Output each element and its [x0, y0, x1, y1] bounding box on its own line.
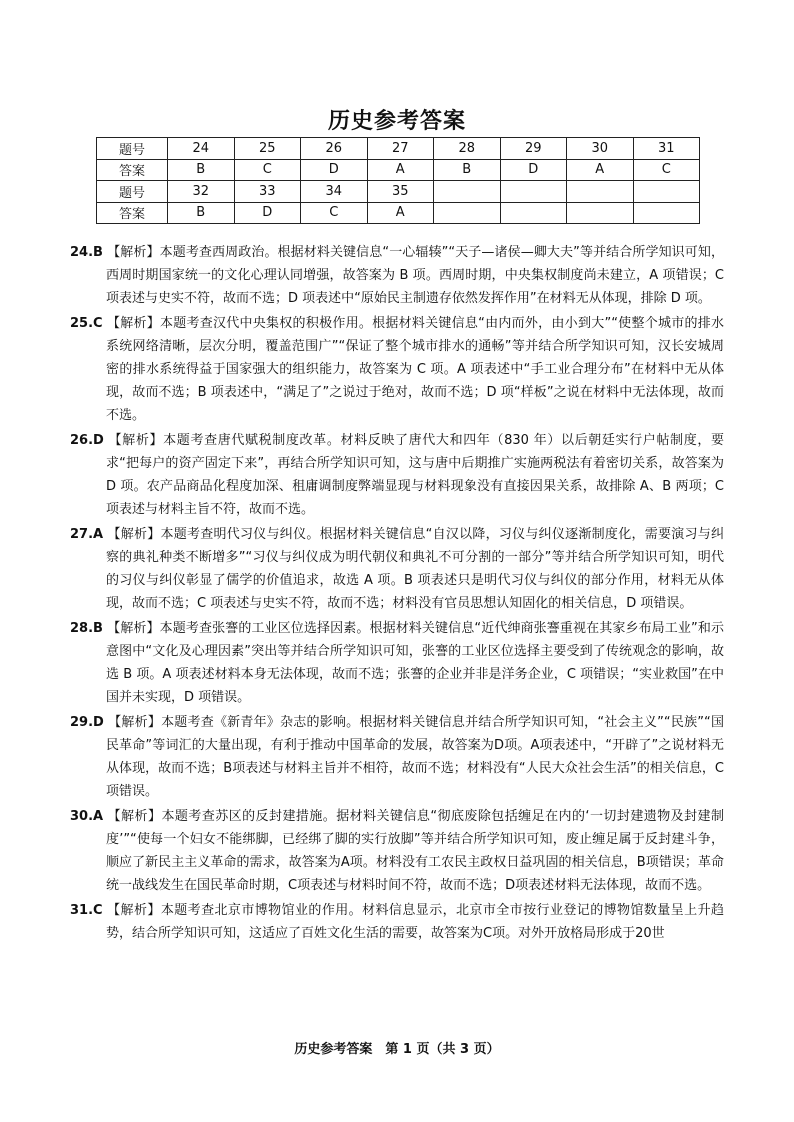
table-cell: [567, 181, 634, 203]
table-cell: 26: [301, 138, 368, 160]
table-cell: 31: [633, 138, 700, 160]
row-header-cell: 答案: [97, 202, 168, 224]
explanations: [70, 241, 724, 947]
table-cell: B: [168, 202, 235, 224]
question-number: 30.A: [70, 809, 104, 824]
page-title: 历史参考答案: [327, 108, 466, 134]
answer-explanation: [70, 711, 724, 803]
explanation-text: 【解析】本题考查《新青年》杂志的影响。根据材料关键信息并结合所学知识可知，“社会主义”“民族”“国民革命”等词汇的大量出现，有利于推动中国革命的发展，故答案为D项。A项表述中，“开辟了”之说材料无从体现，故而不选；B项表述与材料主旨并不相符，故而不选；材料没有“人民大众社会生活”的相关信息，C项错误。: [106, 715, 724, 799]
explanation-text: 【解析】本题考查明代习仪与纠仪。根据材料关键信息“自汉以降，习仪与纠仪逐渐制度化，需要演习与纠察的典礼种类不断增多”“习仪与纠仪成为明代朝仪和典礼不可分割的一部分”等并结合所学知识可知，明代的习仪与纠仪彰显了儒学的价值追求，故选 A 项。B 项表述只是明代习仪与纠仪的部分作用，材料无从体现，故而不选；C 项表述与史实不符，故而不选；材料没有官员思想认知固化的相关信息，D 项错误。: [106, 527, 724, 611]
explanation-text: 【解析】本题考查汉代中央集权的积极作用。根据材料关键信息“由内而外，由小到大”“使整个城市的排水系统网络清晰，层次分明，覆盖范围广”“保证了整个城市排水的通畅”等并结合所学知识可知，汉长安城周密的排水系统得益于国家强大的组织能力，故答案为 C 项。A 项表述中“手工业合理分布”在材料中无从体现，故而不选；B 项表述中，“满足了”之说过于绝对，故而不选；D 项“样板”之说在材料中无法体现，故而不选。: [106, 316, 724, 423]
answer-explanation: [70, 523, 724, 615]
question-number: 27.A: [70, 527, 104, 542]
table-cell: D: [500, 159, 567, 181]
table-cell: 35: [367, 181, 434, 203]
table-cell: B: [434, 159, 501, 181]
table-cell: B: [168, 159, 235, 181]
page-footer: 历史参考答案 第 1 页（共 3 页）: [294, 1042, 500, 1057]
row-header-cell: 题号: [97, 138, 168, 160]
table-cell: A: [567, 159, 634, 181]
explanation-text: 【解析】本题考查北京市博物馆业的作用。材料信息显示，北京市全市按行业登记的博物馆数量呈上升趋势，结合所学知识可知，这适应了百姓文化生活的需要，故答案为C项。对外开放格局形成于20世: [106, 903, 724, 941]
answer-explanation: [70, 899, 724, 945]
table-cell: D: [301, 159, 368, 181]
table-cell: [500, 202, 567, 224]
table-cell: 30: [567, 138, 634, 160]
explanation-text: 【解析】本题考查张謇的工业区位选择因素。根据材料关键信息“近代绅商张謇重视在其家乡布局工业”和示意图中“文化及心理因素”突出等并结合所学知识可知，张謇的工业区位选择主要受到了传统观念的影响，故选 B 项。A 项表述材料本身无法体现，故而不选；张謇的企业并非是洋务企业，C 项错误；“实业救国”在中国并未实现，D 项错误。: [106, 621, 724, 705]
table-cell: 28: [434, 138, 501, 160]
table-cell: [434, 202, 501, 224]
question-number: 24.B: [70, 245, 103, 260]
explanation-text: 【解析】本题考查苏区的反封建措施。据材料关键信息“彻底废除包括缠足在内的‘一切封建遗物及封建制度’”“使每一个妇女不能绑脚，已经绑了脚的实行放脚”等并结合所学知识可知，废止缠足属于反封建斗争，顺应了新民主主义革命的需求，故答案为A项。材料没有工农民主政权日益巩固的相关信息，B项错误；革命统一战线发生在国民革命时期，C项表述与材料时间不符，故而不选；D项表述材料无法体现，故而不选。: [106, 809, 724, 893]
table-cell: C: [234, 159, 301, 181]
table-cell: D: [234, 202, 301, 224]
table-cell: 24: [168, 138, 235, 160]
table-cell: [434, 181, 501, 203]
table-row: [97, 138, 700, 160]
table-cell: 29: [500, 138, 567, 160]
table-cell: 25: [234, 138, 301, 160]
table-cell: [633, 202, 700, 224]
row-header-cell: 题号: [97, 181, 168, 203]
explanation-text: 【解析】本题考查西周政治。根据材料关键信息“一心辐辏”“天子—诸侯—卿大夫”等并结合所学知识可知，西周时期国家统一的文化心理认同增强，故答案为 B 项。西周时期，中央集权制度尚未建立，A 项错误；C 项表述与史实不符，故而不选；D 项表述中“原始民主制遗存依然发挥作用”在材料无从体现，排除 D 项。: [106, 245, 724, 306]
table-cell: C: [301, 202, 368, 224]
table-cell: 27: [367, 138, 434, 160]
table-cell: 33: [234, 181, 301, 203]
table-cell: C: [633, 159, 700, 181]
table-cell: [567, 202, 634, 224]
table-row: [97, 202, 700, 224]
table-cell: A: [367, 159, 434, 181]
answer-explanation: [70, 617, 724, 709]
table-cell: A: [367, 202, 434, 224]
answer-explanation: [70, 429, 724, 521]
answer-explanation: [70, 805, 724, 897]
table-row: [97, 181, 700, 203]
question-number: 25.C: [70, 316, 103, 331]
question-number: 31.C: [70, 903, 103, 918]
answer-explanation: [70, 312, 724, 427]
question-number: 28.B: [70, 621, 103, 636]
question-number: 26.D: [70, 433, 104, 448]
table-cell: 34: [301, 181, 368, 203]
answer-explanation: [70, 241, 724, 310]
table-cell: [633, 181, 700, 203]
row-header-cell: 答案: [97, 159, 168, 181]
answer-table: [96, 137, 700, 224]
question-number: 29.D: [70, 715, 104, 730]
table-row: [97, 159, 700, 181]
table-cell: 32: [168, 181, 235, 203]
table-cell: [500, 181, 567, 203]
explanation-text: 【解析】本题考查唐代赋税制度改革。材料反映了唐代大和四年（830 年）以后朝廷实行户帖制度，要求“把每户的资产固定下来”，再结合所学知识可知，这与唐中后期推广实施两税法有着密切关系，故答案为 D 项。农产品商品化程度加深、租庸调制度弊端显现与材料现象没有直接因果关系，故排除 A、B 两项；C 项表述与材料主旨不符，故而不选。: [106, 433, 724, 517]
